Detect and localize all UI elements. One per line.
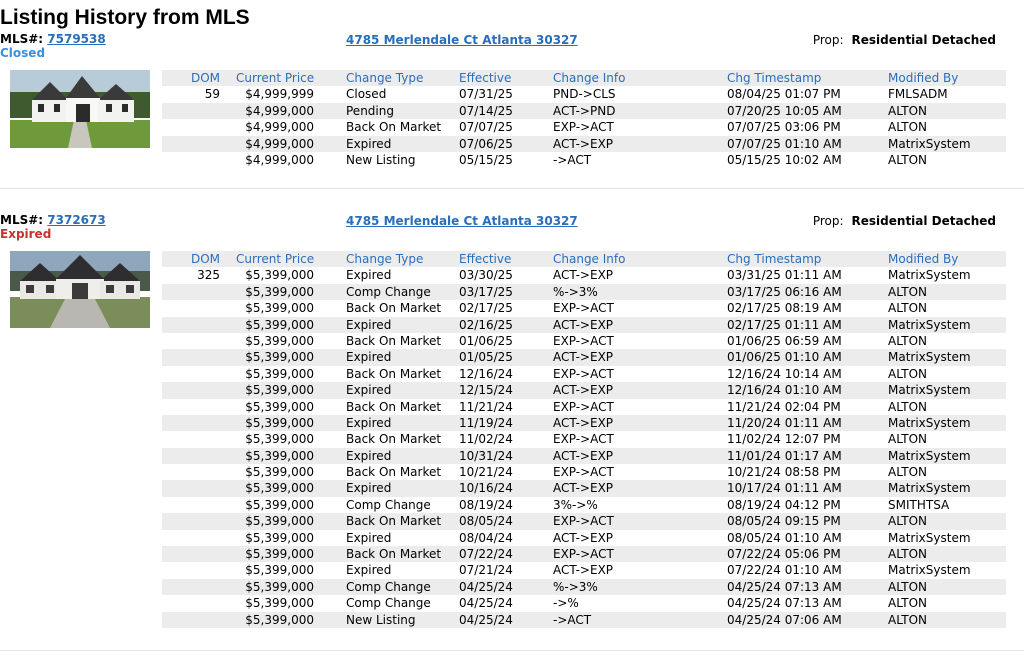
timestamp-cell: 11/01/24 01:17 AM [727,448,842,463]
table-row [162,497,1006,513]
table-row [162,513,1006,529]
price-cell: $5,399,000 [245,481,314,496]
change-type-cell: Expired [346,563,392,578]
modified-by-cell: MatrixSystem [888,448,971,463]
timestamp-cell: 08/05/24 09:15 PM [727,514,841,529]
modified-by-cell: ALTON [888,103,927,118]
change-type-cell: Back On Market [346,399,442,414]
address-link[interactable]: 4785 Merlendale Ct Atlanta 30327 [346,33,578,47]
change-type-cell: Back On Market [346,514,442,529]
modified-by-cell: ALTON [888,301,927,316]
timestamp-cell: 07/07/25 03:06 PM [727,120,841,135]
price-cell: $5,399,000 [245,301,314,316]
change-type-cell: Expired [346,481,392,496]
modified-by-cell: ALTON [888,432,927,447]
timestamp-cell: 04/25/24 07:06 AM [727,612,842,627]
timestamp-cell: 03/17/25 06:16 AM [727,284,842,299]
timestamp-cell: 12/16/24 10:14 AM [727,366,842,381]
timestamp-cell: 02/17/25 01:11 AM [727,317,842,332]
table-row [162,612,1006,628]
modified-by-cell: ALTON [888,120,927,135]
change-type-cell: Pending [346,103,394,118]
price-cell: $5,399,000 [245,383,314,398]
price-cell: $5,399,000 [245,465,314,480]
modified-by-cell: MatrixSystem [888,530,971,545]
timestamp-cell: 07/22/24 01:10 AM [727,563,842,578]
timestamp-cell: 12/16/24 01:10 AM [727,383,842,398]
change-type-cell: Expired [346,317,392,332]
effective-date-cell: 07/31/25 [459,87,513,102]
change-type-cell: Back On Market [346,301,442,316]
table-row [162,562,1006,578]
column-header-dom[interactable]: DOM [190,71,220,85]
mls-label: MLS#: [0,213,44,227]
price-cell: $5,399,000 [245,579,314,594]
modified-by-cell: ALTON [888,284,927,299]
change-info-cell: 3%->% [553,497,598,512]
history-table [162,70,1006,168]
effective-date-cell: 02/17/25 [459,301,513,316]
prop-label: Prop: [812,33,844,47]
change-type-cell: Comp Change [346,579,431,594]
listing-photo[interactable] [10,70,150,148]
change-info-cell: ->ACT [553,612,592,627]
timestamp-cell: 07/22/24 05:06 PM [727,547,841,562]
modified-by-cell: ALTON [888,366,927,381]
prop-value: Residential Detached [851,33,996,47]
table-row [162,431,1006,447]
change-info-cell: ACT->EXP [553,563,614,578]
property-type [813,214,996,228]
change-type-cell: Expired [346,448,392,463]
mls-label: MLS#: [0,32,44,46]
table-row [162,464,1006,480]
table-body [162,267,1006,628]
change-type-cell: Closed [346,87,387,102]
change-info-cell: EXP->ACT [553,514,614,529]
change-type-cell: Expired [346,415,392,430]
change-info-cell: EXP->ACT [553,465,614,480]
change-type-cell: Back On Market [346,547,442,562]
effective-date-cell: 12/16/24 [459,366,513,381]
effective-date-cell: 07/07/25 [459,120,513,135]
modified-by-cell: MatrixSystem [888,268,971,283]
table-row [162,546,1006,562]
table-row [162,382,1006,398]
table-row [162,366,1006,382]
change-info-cell: ACT->EXP [553,448,614,463]
mls-number-line [0,213,106,227]
modified-by-cell: MatrixSystem [888,350,971,365]
status-closed: Closed [0,46,46,60]
change-type-cell: Expired [346,350,392,365]
price-cell: $4,999,000 [245,152,314,167]
timestamp-cell: 04/25/24 07:13 AM [727,596,842,611]
column-header-effective[interactable]: Effective [459,252,512,266]
effective-date-cell: 10/16/24 [459,481,513,496]
table-row [162,267,1006,283]
price-cell: $5,399,000 [245,333,314,348]
house-photo-icon [10,251,150,328]
timestamp-cell: 07/20/25 10:05 AM [727,103,842,118]
change-info-cell: %->3% [553,579,598,594]
change-type-cell: Back On Market [346,432,442,447]
effective-date-cell: 07/21/24 [459,563,513,578]
modified-by-cell: MatrixSystem [888,136,971,151]
column-header-timestamp[interactable]: Chg Timestamp [727,252,822,266]
change-type-cell: Back On Market [346,366,442,381]
modified-by-cell: MatrixSystem [888,415,971,430]
change-info-cell: ACT->EXP [553,383,614,398]
table-row [162,317,1006,333]
effective-date-cell: 07/14/25 [459,103,513,118]
change-type-cell: Back On Market [346,120,442,135]
column-header-timestamp[interactable]: Chg Timestamp [727,71,822,85]
change-type-cell: Back On Market [346,465,442,480]
effective-date-cell: 10/31/24 [459,448,513,463]
effective-date-cell: 07/06/25 [459,136,513,151]
effective-date-cell: 04/25/24 [459,596,513,611]
price-cell: $5,399,000 [245,596,314,611]
effective-date-cell: 02/16/25 [459,317,513,332]
table-row [162,300,1006,316]
effective-date-cell: 11/21/24 [459,399,513,414]
change-type-cell: Comp Change [346,596,431,611]
section-divider [0,650,1024,651]
price-cell: $5,399,000 [245,268,314,283]
modified-by-cell: ALTON [888,514,927,529]
price-cell: $5,399,000 [245,514,314,529]
table-header [162,251,1006,267]
change-type-cell: Expired [346,136,392,151]
change-info-cell: ACT->EXP [553,317,614,332]
effective-date-cell: 08/19/24 [459,497,513,512]
modified-by-cell: MatrixSystem [888,563,971,578]
timestamp-cell: 10/21/24 08:58 PM [727,465,841,480]
effective-date-cell: 01/05/25 [459,350,513,365]
price-cell: $5,399,000 [245,448,314,463]
price-cell: $5,399,000 [245,530,314,545]
modified-by-cell: SMITHTSA [888,497,950,512]
modified-by-cell: FMLSADM [888,87,948,102]
timestamp-cell: 10/17/24 01:11 AM [727,481,842,496]
modified-by-cell: ALTON [888,333,927,348]
change-info-cell: ACT->EXP [553,268,614,283]
effective-date-cell: 04/25/24 [459,579,513,594]
table-row [162,595,1006,611]
price-cell: $5,399,000 [245,399,314,414]
price-cell: $5,399,000 [245,612,314,627]
price-cell: $5,399,000 [245,547,314,562]
table-row [162,333,1006,349]
price-cell: $5,399,000 [245,350,314,365]
timestamp-cell: 07/07/25 01:10 AM [727,136,842,151]
column-header-modified-by[interactable]: Modified By [888,71,959,85]
prop-label: Prop: [812,214,844,228]
table-row [162,415,1006,431]
modified-by-cell: ALTON [888,612,927,627]
change-info-cell: ->% [553,596,579,611]
effective-date-cell: 03/17/25 [459,284,513,299]
modified-by-cell: ALTON [888,579,927,594]
timestamp-cell: 11/20/24 01:11 AM [727,415,842,430]
column-header-price[interactable]: Current Price [236,71,315,85]
change-type-cell: Comp Change [346,284,431,299]
change-type-cell: Expired [346,383,392,398]
timestamp-cell: 04/25/24 07:13 AM [727,579,842,594]
timestamp-cell: 11/02/24 12:07 PM [727,432,841,447]
page-title: Listing History from MLS [0,6,250,29]
effective-date-cell: 03/30/25 [459,268,513,283]
mls-number-link[interactable]: 7372673 [47,213,106,227]
change-type-cell: Expired [346,268,392,283]
mls-number-link[interactable]: 7579538 [47,32,106,46]
column-header-dom[interactable]: DOM [190,252,220,266]
history-table [162,251,1006,628]
timestamp-cell: 02/17/25 08:19 AM [727,301,842,316]
address-link[interactable]: 4785 Merlendale Ct Atlanta 30327 [346,214,578,228]
price-cell: $5,399,000 [245,284,314,299]
change-type-cell: New Listing [346,152,416,167]
change-type-cell: Comp Change [346,497,431,512]
modified-by-cell: MatrixSystem [888,317,971,332]
modified-by-cell: ALTON [888,152,927,167]
change-info-cell: ACT->EXP [553,136,614,151]
change-type-cell: Expired [346,530,392,545]
mls-number-line [0,32,106,46]
timestamp-cell: 08/05/24 01:10 AM [727,530,842,545]
table-row [162,448,1006,464]
effective-date-cell: 01/06/25 [459,333,513,348]
effective-date-cell: 07/22/24 [459,547,513,562]
section-divider [0,188,1024,189]
table-row [162,136,1006,152]
change-info-cell: EXP->ACT [553,366,614,381]
table-body [162,86,1006,168]
column-header-change-info[interactable]: Change Info [553,71,626,85]
change-info-cell: EXP->ACT [553,399,614,414]
timestamp-cell: 08/04/25 01:07 PM [727,87,841,102]
modified-by-cell: ALTON [888,596,927,611]
listing-photo[interactable] [10,251,150,328]
change-info-cell: ACT->EXP [553,350,614,365]
change-info-cell: EXP->ACT [553,301,614,316]
table-row [162,480,1006,496]
price-cell: $5,399,000 [245,366,314,381]
change-info-cell: ACT->EXP [553,481,614,496]
change-info-cell: ->ACT [553,152,592,167]
change-info-cell: ACT->EXP [553,415,614,430]
table-row [162,579,1006,595]
modified-by-cell: MatrixSystem [888,481,971,496]
house-photo-icon [10,70,150,148]
effective-date-cell: 10/21/24 [459,465,513,480]
column-header-effective[interactable]: Effective [459,71,512,85]
property-type [813,33,996,47]
price-cell: $4,999,000 [245,120,314,135]
effective-date-cell: 05/15/25 [459,152,513,167]
price-cell: $4,999,000 [245,103,314,118]
change-info-cell: ACT->EXP [553,530,614,545]
column-header-change-type[interactable]: Change Type [346,71,424,85]
effective-date-cell: 12/15/24 [459,383,513,398]
change-info-cell: EXP->ACT [553,432,614,447]
dom-cell: 59 [204,87,220,102]
table-header [162,70,1006,86]
table-row [162,399,1006,415]
table-row [162,152,1006,168]
table-row [162,119,1006,135]
change-info-cell: ACT->PND [553,103,616,118]
table-row [162,103,1006,119]
change-info-cell: EXP->ACT [553,120,614,135]
timestamp-cell: 01/06/25 06:59 AM [727,333,842,348]
effective-date-cell: 11/19/24 [459,415,513,430]
table-row [162,284,1006,300]
timestamp-cell: 01/06/25 01:10 AM [727,350,842,365]
price-cell: $5,399,000 [245,317,314,332]
timestamp-cell: 11/21/24 02:04 PM [727,399,841,414]
modified-by-cell: ALTON [888,399,927,414]
column-header-change-info[interactable]: Change Info [553,252,626,266]
prop-value: Residential Detached [851,214,996,228]
price-cell: $5,399,000 [245,563,314,578]
table-row [162,86,1006,102]
change-info-cell: EXP->ACT [553,333,614,348]
change-info-cell: PND->CLS [553,87,616,102]
dom-cell: 325 [197,268,220,283]
modified-by-cell: ALTON [888,465,927,480]
timestamp-cell: 03/31/25 01:11 AM [727,268,842,283]
column-header-price[interactable]: Current Price [236,252,315,266]
modified-by-cell: MatrixSystem [888,383,971,398]
column-header-modified-by[interactable]: Modified By [888,252,959,266]
price-cell: $4,999,999 [245,87,314,102]
effective-date-cell: 08/05/24 [459,514,513,529]
table-row [162,530,1006,546]
change-info-cell: EXP->ACT [553,547,614,562]
change-type-cell: New Listing [346,612,416,627]
column-header-change-type[interactable]: Change Type [346,252,424,266]
effective-date-cell: 11/02/24 [459,432,513,447]
status-expired: Expired [0,227,52,241]
effective-date-cell: 04/25/24 [459,612,513,627]
change-type-cell: Back On Market [346,333,442,348]
timestamp-cell: 05/15/25 10:02 AM [727,152,842,167]
price-cell: $5,399,000 [245,432,314,447]
table-row [162,349,1006,365]
effective-date-cell: 08/04/24 [459,530,513,545]
price-cell: $5,399,000 [245,497,314,512]
modified-by-cell: ALTON [888,547,927,562]
change-info-cell: %->3% [553,284,598,299]
price-cell: $5,399,000 [245,415,314,430]
timestamp-cell: 08/19/24 04:12 PM [727,497,841,512]
price-cell: $4,999,000 [245,136,314,151]
